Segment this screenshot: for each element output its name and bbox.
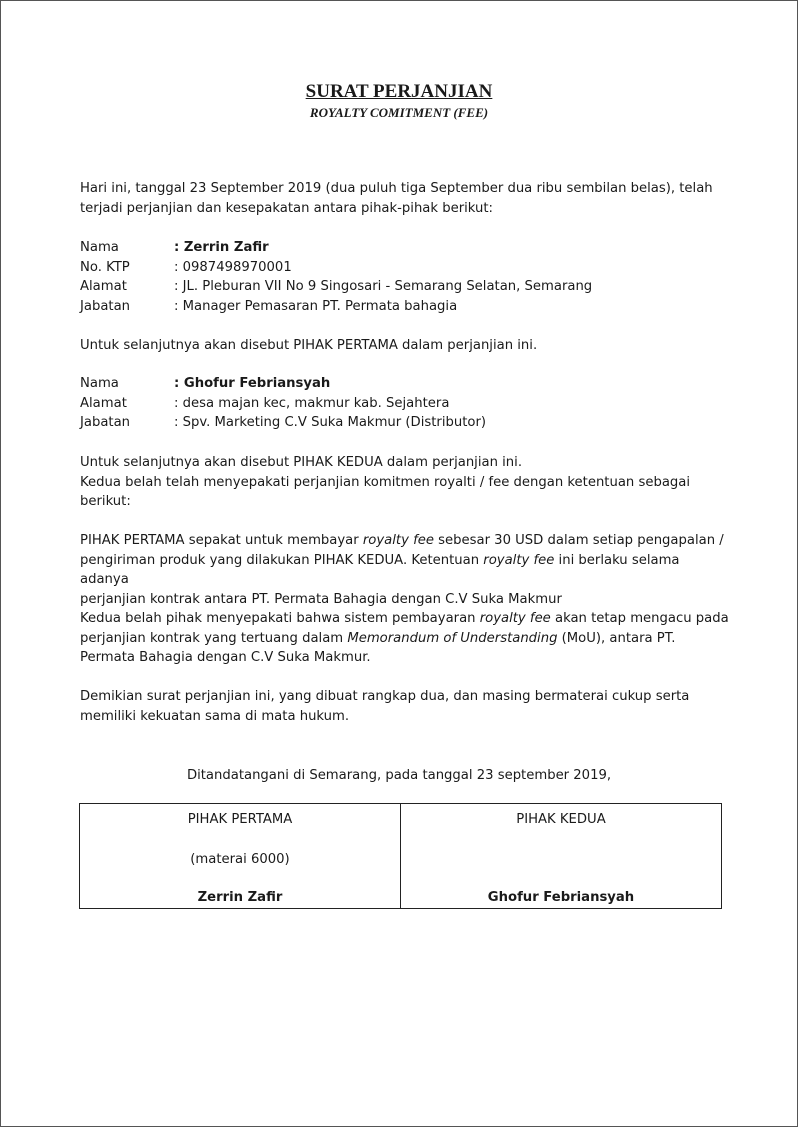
party2-position: : Spv. Marketing C.V Suka Makmur (Distributor) [174, 415, 487, 431]
party2-name: : Ghofur Febriansyah [174, 376, 331, 391]
field-label: Jabatan [80, 415, 131, 431]
party1-jabatan-row [80, 297, 730, 317]
document-subtitle: ROYALTY COMITMENT (FEE) [309, 105, 489, 120]
intro-line: terjadi perjanjian dan kesepakatan antara pihak-pihak berikut: [80, 200, 493, 216]
signer-name: Zerrin Zafir [197, 890, 283, 905]
field-label: Alamat [80, 279, 127, 295]
party1-name: : Zerrin Zafir [174, 240, 269, 255]
party1-alamat-row [80, 277, 730, 297]
field-label: Jabatan [80, 298, 131, 314]
party2-alamat-row [80, 394, 730, 414]
signature-cell-second-party [400, 804, 721, 908]
clause-paragraph-2: Kedua belah pihak menyepakati bahwa sistem pembayaran royalty fee akan tetap mengacu pada perjanjian kontrak yang tertuang dalam Memorandum of Understanding (MoU), antara PT. Permata Bahagia dengan C.V Suka Makmur. [80, 611, 729, 666]
document-title: SURAT PERJANJIAN [305, 81, 493, 102]
party1-note: Untuk selanjutnya akan disebut PIHAK PERTAMA dalam perjanjian ini. [80, 338, 538, 353]
field-label: Alamat [80, 395, 127, 411]
party1-position: : Manager Pemasaran PT. Permata bahagia [174, 298, 458, 314]
clause-paragraph-1: PIHAK PERTAMA sepakat untuk membayar royalty fee sebesar 30 USD dalam setiap pengapalan / pengiriman produk yang dilakukan PIHAK KEDUA. Ketentuan royalty fee ini berlaku selama adanya perjanjian kontrak antara PT. Permata Bahagia dengan C.V Suka Makmur [80, 533, 724, 607]
party1-ktp-row [80, 258, 730, 278]
intro-paragraph [80, 179, 730, 218]
field-label: No. KTP [80, 259, 130, 275]
closing-paragraph: Demikian surat perjanjian ini, yang dibuat rangkap dua, dan masing bermaterai cukup serta memiliki kekuatan sama di mata hukum. [80, 689, 690, 724]
signature-cell-first-party [80, 804, 400, 908]
stamp-note: (materai 6000) [190, 852, 290, 867]
party2-address: : desa majan kec, makmur kab. Sejahtera [174, 395, 450, 411]
party1-ktp: : 0987498970001 [174, 259, 292, 275]
party1-address: : JL. Pleburan VII No 9 Singosari - Semarang Selatan, Semarang [174, 279, 593, 295]
signature-table [79, 803, 722, 909]
signer-name: Ghofur Febriansyah [487, 890, 635, 905]
signature-role: PIHAK KEDUA [516, 812, 606, 827]
party2-nama-row [80, 374, 730, 394]
agreement-intro: Untuk selanjutnya akan disebut PIHAK KEDUA dalam perjanjian ini. Kedua belah telah menyepakati perjanjian komitmen royalti / fee dengan ketentuan sebagai berikut: [80, 455, 691, 510]
party1-nama-row [80, 238, 730, 258]
signing-place-date: Ditandatangani di Semarang, pada tanggal 23 september 2019, [186, 768, 612, 783]
field-label: Nama [80, 376, 119, 391]
field-label: Nama [80, 240, 119, 255]
intro-line: Hari ini, tanggal 23 September 2019 (dua puluh tiga September dua ribu sembilan belas), telah [80, 181, 713, 196]
party2-jabatan-row [80, 413, 730, 433]
signature-role: PIHAK PERTAMA [187, 812, 293, 827]
party1-details [80, 238, 730, 316]
party2-details [80, 374, 730, 433]
